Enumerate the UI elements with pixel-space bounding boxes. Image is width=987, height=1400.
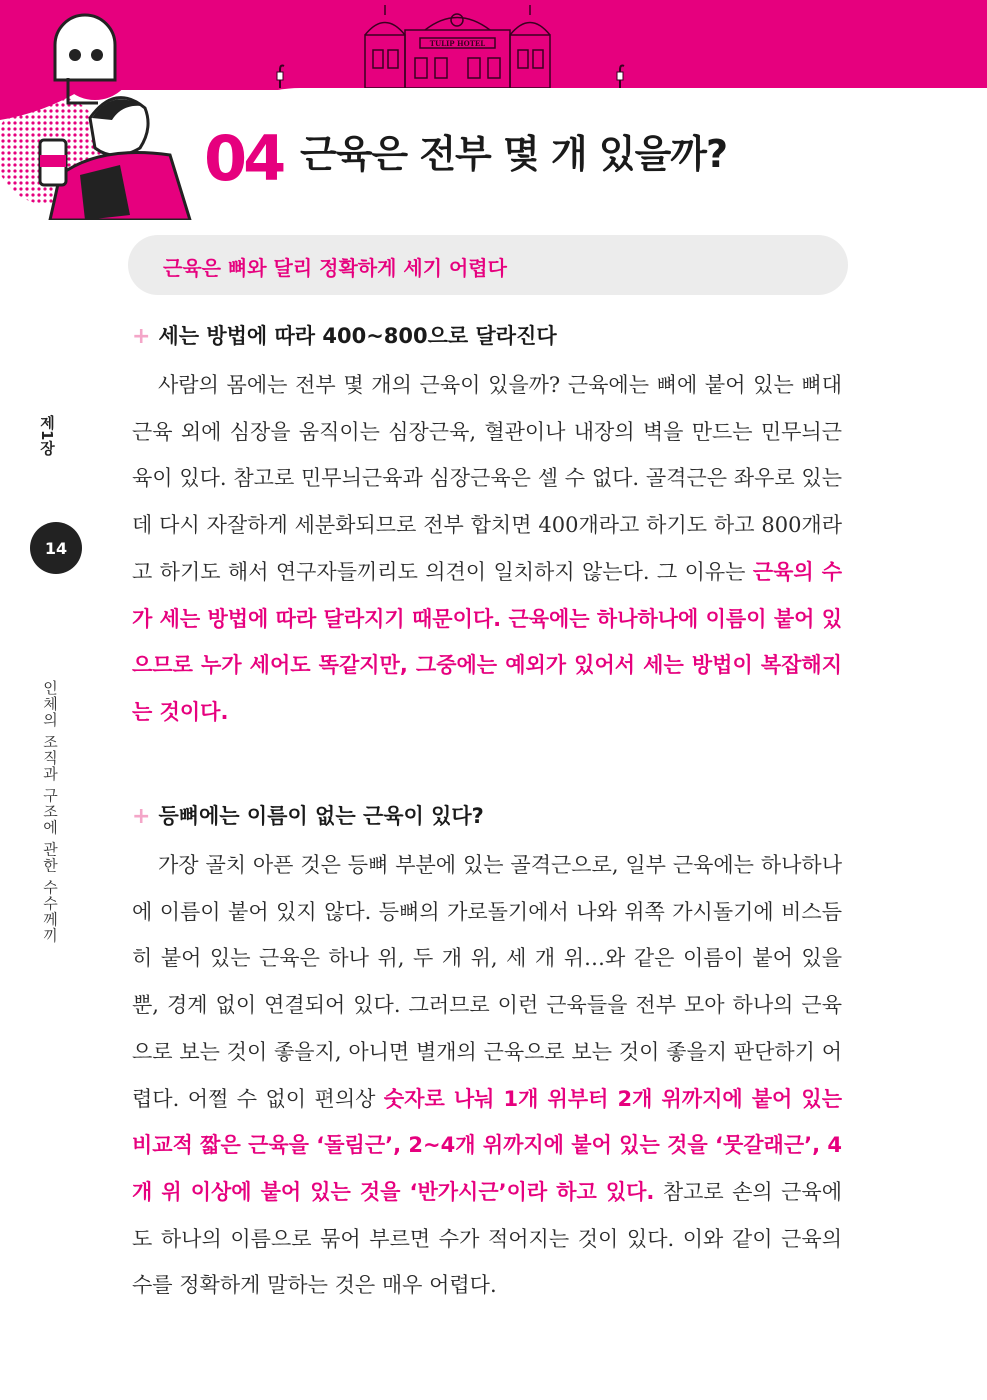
body-paragraph [132, 842, 842, 1309]
highlighted-text: 숫자로 나눠 1개 위부터 2개 위까지에 붙어 있는 비교적 짧은 근육을 ‘돌림근’, 2~4개 위까지에 붙어 있는 것을 ‘뭇갈래근’, 4개 위 이상에 붙어 있는 것을 ‘반가시근’이라 하고 있다. [132, 1086, 842, 1204]
tulip-hotel-illustration [355, 0, 560, 88]
section-heading [132, 800, 484, 830]
paragraph-text: 사람의 몸에는 전부 몇 개의 근육이 있을까? 근육에는 뼈에 붙어 있는 뼈대근육 외에 심장을 움직이는 심장근육, 혈관이나 내장의 벽을 만드는 민무늬근육이 있다. 참고로 민무늬근육과 심장근육은 셀 수 없다. 골격근은 좌우로 있는데 다시 자잘하게 세분화되므로 전부 합치면 400개라고 하기도 하고 800개라고 하기도 해서 연구자들끼리도 의견이 일치하지 않는다. 그 이유는 [132, 373, 842, 584]
summary-banner [128, 235, 848, 295]
reader-illustration [0, 0, 200, 220]
highlighted-text: 근육의 수가 세는 방법에 따라 달라지기 때문이다. 근육에는 하나하나에 이름이 붙어 있으므로 누가 세어도 똑같지만, 그중에는 예외가 있어서 세는 방법이 복잡해지는 것이다. [132, 559, 842, 724]
section-heading-text: 세는 방법에 따라 400~800으로 달라진다 [158, 324, 557, 348]
page-number-text: 14 [44, 538, 68, 558]
section-heading-text: 등뼈에는 이름이 없는 근육이 있다? [158, 804, 484, 828]
chapter-label: 제1장 [38, 415, 56, 456]
banner-text: 근육은 뼈와 달리 정확하게 세기 어렵다 [163, 256, 507, 280]
hotel-sign-text: TULIP HOTEL [429, 39, 486, 48]
section-heading [132, 320, 557, 350]
body-paragraph [132, 362, 842, 736]
running-title: 인체의 조직과 구조에 관한 수수께끼 [41, 680, 59, 944]
page-number [30, 522, 82, 574]
page-title: 근육은 전부 몇 개 있을까? [300, 132, 728, 176]
chapter-number: 04 [204, 122, 283, 195]
paragraph-text: 가장 골치 아픈 것은 등뼈 부분에 있는 골격근으로, 일부 근육에는 하나하나에 이름이 붙어 있지 않다. 등뼈의 가로돌기에서 나와 위쪽 가시돌기에 비스듬히 붙어 있는 근육은 하나 위, 두 개 위, 세 개 위…와 같은 이름이 붙어 있을 뿐, 경계 없이 연결되어 있다. 그러므로 이런 근육들을 전부 모아 하나의 근육으로 보는 것이 좋을지, 아니면 별개의 근육으로 보는 것이 좋을지 판단하기 어렵다. 어쩔 수 없이 편의상 [132, 853, 842, 1111]
plus-icon: + [132, 324, 151, 349]
street-lamp-icon [614, 62, 626, 88]
plus-icon: + [132, 804, 151, 829]
paragraph-text: 참고로 손의 근육에도 하나의 이름으로 묶어 부르면 수가 적어지는 것이 있다. 이와 같이 근육의 수를 정확하게 말하는 것은 매우 어렵다. [132, 1179, 842, 1298]
street-lamp-icon [274, 62, 286, 88]
